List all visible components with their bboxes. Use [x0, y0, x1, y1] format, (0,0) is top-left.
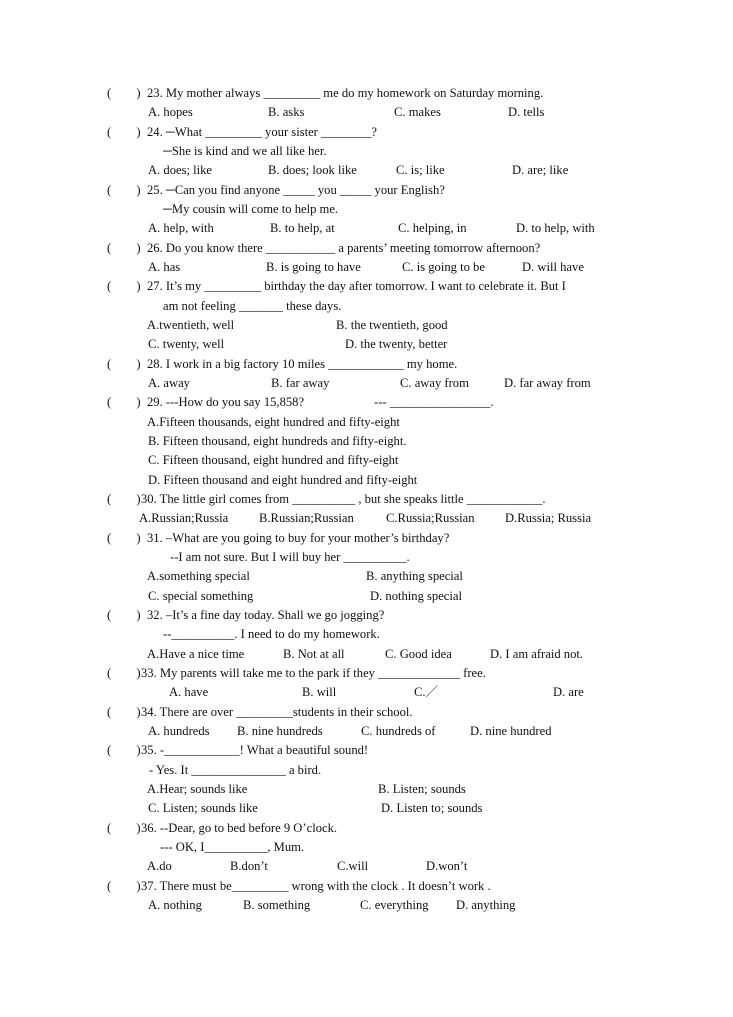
option-a: A.Fifteen thousands, eight hundred and fifty-eight: [147, 415, 400, 429]
option-b: B. Not at all: [283, 647, 345, 661]
answer-bracket[interactable]: ( ): [107, 395, 141, 409]
question-32-line2: --__________. I need to do my homework.: [163, 627, 380, 641]
question-35-stem: 35. -____________! What a beautiful sound!: [141, 743, 369, 757]
option-a: A. has: [148, 260, 181, 274]
question-33-stem: 33. My parents will take me to the park if they _____________ free.: [141, 666, 486, 680]
option-b: B. will: [302, 685, 337, 699]
answer-bracket[interactable]: ( ): [107, 531, 141, 545]
question-32-stem: 32. –It’s a fine day today. Shall we go jogging?: [147, 608, 385, 622]
answer-bracket[interactable]: ( ): [107, 183, 141, 197]
answer-bracket[interactable]: ( ): [107, 241, 141, 255]
option-c: C.Russia;Russian: [386, 511, 475, 525]
option-d: D. Listen to; sounds: [381, 801, 483, 815]
answer-bracket[interactable]: ( ): [107, 879, 141, 893]
question-31-stem: 31. –What are you going to buy for your mother’s birthday?: [147, 531, 450, 545]
option-b: B. to help, at: [270, 221, 335, 235]
question-29-answer-blank: --- ________________.: [374, 395, 494, 409]
option-d: D. are: [553, 685, 584, 699]
option-c: C. helping, in: [398, 221, 467, 235]
answer-bracket[interactable]: ( ): [107, 666, 141, 680]
question-36-stem: 36. --Dear, go to bed before 9 O’clock.: [141, 821, 338, 835]
question-24-stem: 24. ─What _________ your sister ________?: [147, 125, 377, 139]
answer-bracket[interactable]: ( ): [107, 86, 141, 100]
option-c: C. twenty, well: [148, 337, 225, 351]
question-28-stem: 28. I work in a big factory 10 miles ____________ my home.: [147, 357, 458, 371]
option-d: D. are; like: [512, 163, 569, 177]
option-b: B. Listen; sounds: [378, 782, 466, 796]
option-b: B. anything special: [366, 569, 463, 583]
option-d: D. the twenty, better: [345, 337, 448, 351]
option-d: D.Russia; Russia: [505, 511, 592, 525]
option-b: B. something: [243, 898, 311, 912]
question-24-line2: ─She is kind and we all like her.: [163, 144, 327, 158]
option-c: C. makes: [394, 105, 441, 119]
option-a: A.Russian;Russia: [139, 511, 229, 525]
option-b: B. asks: [268, 105, 305, 119]
answer-bracket[interactable]: ( ): [107, 608, 141, 622]
question-27-line2: am not feeling _______ these days.: [163, 299, 342, 313]
question-23-stem: 23. My mother always _________ me do my homework on Saturday morning.: [147, 86, 544, 100]
option-b: B.Russian;Russian: [259, 511, 354, 525]
answer-bracket[interactable]: ( ): [107, 492, 141, 506]
option-c: C.／: [414, 685, 439, 699]
question-25-line2: ─My cousin will come to help me.: [163, 202, 339, 216]
question-31-line2: --I am not sure. But I will buy her __________.: [170, 550, 410, 564]
question-26-stem: 26. Do you know there ___________ a parents’ meeting tomorrow afternoon?: [147, 241, 541, 255]
option-c: C. Listen; sounds like: [148, 801, 258, 815]
option-d: D. Fifteen thousand and eight hundred and fifty-eight: [148, 473, 418, 487]
option-b: B.don’t: [230, 859, 268, 873]
option-a: A.do: [147, 859, 172, 873]
option-d: D. tells: [508, 105, 545, 119]
option-d: D.won’t: [426, 859, 468, 873]
option-a: A.something special: [147, 569, 250, 583]
option-b: B. does; look like: [268, 163, 357, 177]
option-c: C. hundreds of: [361, 724, 436, 738]
option-a: A. away: [148, 376, 190, 390]
question-30-stem: 30. The little girl comes from __________ , but she speaks little ____________.: [141, 492, 546, 506]
question-25-stem: 25. ─Can you find anyone _____ you _____ your English?: [147, 183, 445, 197]
option-a: A. help, with: [148, 221, 214, 235]
option-b: B. Fifteen thousand, eight hundreds and fifty-eight.: [148, 434, 407, 448]
option-a: A.Have a nice time: [147, 647, 245, 661]
option-a: A. hopes: [148, 105, 193, 119]
option-d: D. nine hundred: [470, 724, 552, 738]
answer-bracket[interactable]: ( ): [107, 743, 141, 757]
answer-bracket[interactable]: ( ): [107, 125, 141, 139]
option-b: B. is going to have: [266, 260, 361, 274]
option-a: A. hundreds: [148, 724, 210, 738]
option-d: D. anything: [456, 898, 516, 912]
option-d: D. nothing special: [370, 589, 462, 603]
option-a: A.Hear; sounds like: [147, 782, 248, 796]
option-a: A. does; like: [148, 163, 213, 177]
option-b: B. the twentieth, good: [336, 318, 448, 332]
option-c: C.will: [337, 859, 369, 873]
question-36-line2: --- OK, I__________, Mum.: [160, 840, 305, 854]
question-37-stem: 37. There must be_________ wrong with the clock . It doesn’t work .: [141, 879, 491, 893]
option-a: A.twentieth, well: [147, 318, 235, 332]
option-b: B. nine hundreds: [237, 724, 323, 738]
option-c: C. everything: [360, 898, 429, 912]
option-c: C. is going to be: [402, 260, 485, 274]
option-c: C. Good idea: [385, 647, 452, 661]
answer-bracket[interactable]: ( ): [107, 357, 141, 371]
question-27-stem: 27. It’s my _________ birthday the day after tomorrow. I want to celebrate it. But I: [147, 279, 566, 293]
option-d: D. far away from: [504, 376, 591, 390]
option-c: C. Fifteen thousand, eight hundred and fifty-eight: [148, 453, 399, 467]
answer-bracket[interactable]: ( ): [107, 821, 141, 835]
option-d: D. to help, with: [516, 221, 595, 235]
option-a: A. nothing: [148, 898, 202, 912]
option-c: C. is; like: [396, 163, 445, 177]
question-35-line2: - Yes. It _______________ a bird.: [149, 763, 322, 777]
option-d: D. I am afraid not.: [490, 647, 584, 661]
option-c: C. away from: [400, 376, 469, 390]
answer-bracket[interactable]: ( ): [107, 705, 141, 719]
option-a: A. have: [169, 685, 209, 699]
option-b: B. far away: [271, 376, 330, 390]
answer-bracket[interactable]: ( ): [107, 279, 141, 293]
question-34-stem: 34. There are over _________students in their school.: [141, 705, 413, 719]
option-c: C. special something: [148, 589, 254, 603]
option-d: D. will have: [522, 260, 584, 274]
question-29-stem: 29. ---How do you say 15,858?: [147, 395, 305, 409]
